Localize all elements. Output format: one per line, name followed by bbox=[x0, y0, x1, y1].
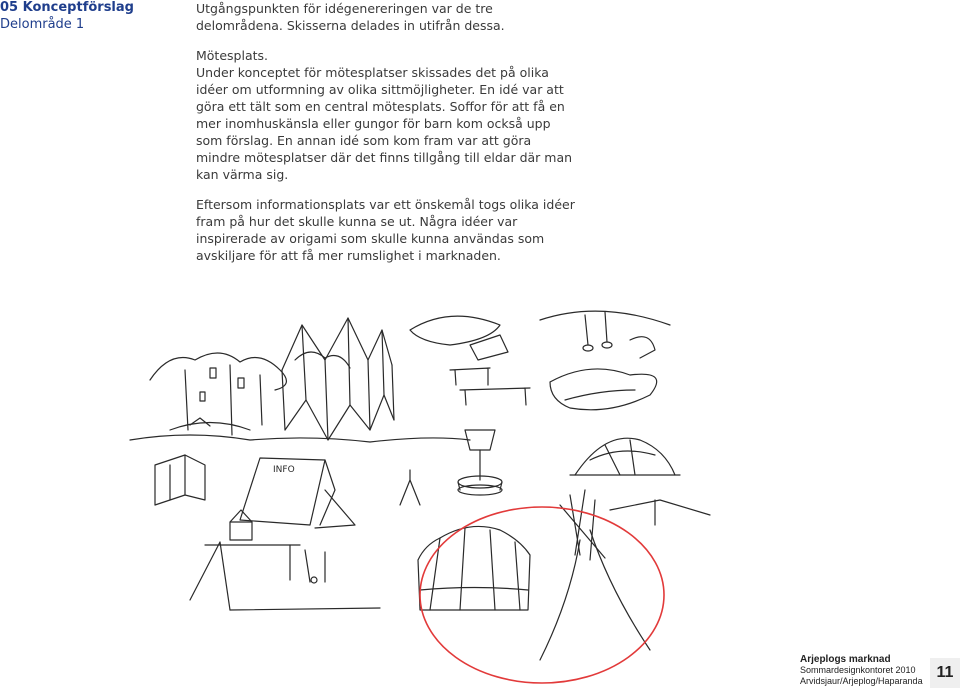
teepee-path-sketch bbox=[540, 490, 710, 660]
meeting-place-section bbox=[196, 47, 576, 183]
intro-paragraph: Utgångspunkten för idégenereringen var de tre delområdena. Skisserna delades in utifrån dessa. bbox=[196, 1, 505, 33]
subsection-title: Delområde 1 bbox=[0, 17, 85, 32]
section-title: 05 Konceptförslag bbox=[0, 0, 134, 15]
landscape-sketch bbox=[170, 418, 250, 430]
small-figure-sketch bbox=[400, 470, 420, 505]
information-paragraph: Eftersom informationsplats var ett önskemål togs olika idéer fram på hur det skulle kunna se ut. Några idéer var inspirerade av origami som skulle kunna användas som avskiljare för att få mer rumslighet i marknaden. bbox=[196, 197, 575, 263]
info-panel-sketch bbox=[240, 458, 355, 528]
footer-info bbox=[800, 654, 923, 687]
meeting-place-heading: Mötesplats. bbox=[196, 48, 268, 63]
page-number: 11 bbox=[930, 658, 960, 688]
meeting-place-paragraph: Under konceptet för mötesplatser skissades det på olika idéer om utformning av olika sittmöjligheter. En idé var att göra ett tält som en central mötesplats. Soffor för att få en mer inomhuskänsla eller gungor för barn kom också upp som förslag. En annan idé som kom fram var att göra mindre mötesplatser där det finns tillgång till eldar där man kan värma sig. bbox=[196, 65, 573, 182]
footer-project: Arjeplogs marknad bbox=[800, 654, 891, 665]
swing-sketch bbox=[540, 311, 670, 358]
benches-sketch bbox=[450, 368, 530, 405]
info-sign-label: INFO bbox=[273, 465, 295, 475]
page-header bbox=[0, 0, 180, 33]
page-footer bbox=[800, 654, 960, 690]
sofa-sketch bbox=[550, 369, 657, 410]
footer-office: Sommardesignkontoret 2010 bbox=[800, 665, 916, 675]
concept-sketch bbox=[110, 290, 810, 685]
footer-places: Arvidsjaur/Arjeplog/Haparanda bbox=[800, 676, 923, 686]
trees-with-lanterns-sketch bbox=[130, 352, 470, 442]
dome-tent-sketch bbox=[570, 438, 680, 475]
folded-sheet-sketch bbox=[155, 455, 205, 505]
body-text bbox=[196, 0, 576, 277]
tent-roof-sketch bbox=[410, 316, 508, 360]
central-tent-sketch bbox=[418, 526, 530, 610]
origami-screen-sketch bbox=[282, 318, 394, 440]
